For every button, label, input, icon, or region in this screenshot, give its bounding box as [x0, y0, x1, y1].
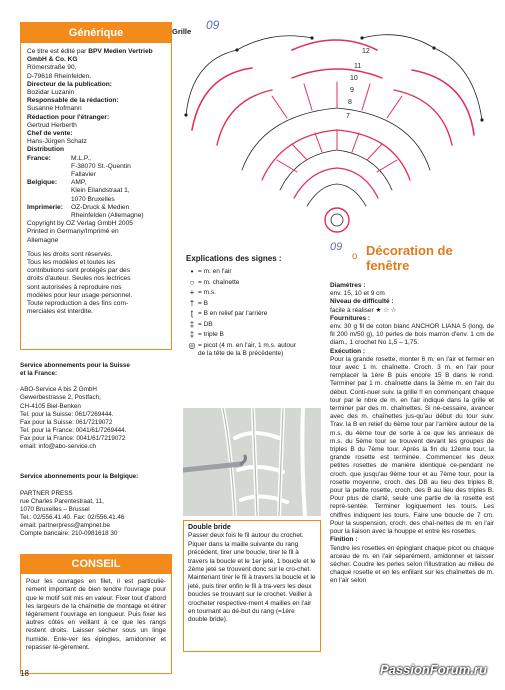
legend-item: † = B [186, 300, 336, 308]
dimensions-value: env. 15, 10 et 9 cm [330, 290, 385, 298]
publisher-intro: Ce titre est édité par [27, 48, 89, 55]
difficulty-value: facile à réaliser ★ ☆ ☆ [330, 306, 397, 314]
left-column [20, 22, 172, 674]
legend-item: ‡ = DB [186, 321, 336, 329]
watermark: PassionForum.ru [380, 662, 487, 677]
crochet-hook-illustration [183, 408, 321, 516]
legend-item: • = m. en l'air [186, 268, 336, 276]
row-number: 9 [350, 87, 354, 94]
vente-label: Chef de vente: [27, 130, 73, 138]
vente-name: Hans-Jürgen Schatz [27, 138, 87, 146]
center-ring-inner [331, 214, 343, 226]
decoration-title: Décoration de fenêtre [366, 243, 453, 273]
outer-arc-4 [434, 48, 482, 120]
distribution-france: France: M.L.P., F-38070 St.-Quentin Fallavier [27, 154, 131, 179]
service-suisse [20, 354, 172, 459]
legend-item: ‡ = triple B [186, 331, 336, 339]
redaction-label: Responsable de la rédaction: [27, 97, 119, 105]
generique-body [21, 43, 171, 317]
finition-text: Tendre les rosettes en épinglant chaque picot ou chaque arceau de m. en l'air séparément, amidonner et laisser sécher. Coudre les perles selon l'illustration au milieu de chaque rosette et en les enfilant sur les chaînettes de m. en l'air selon [330, 544, 494, 585]
conseil-box [20, 554, 172, 674]
round-5 [307, 184, 366, 206]
legend-item: ʈ = B en relief par l'arrière [186, 310, 336, 318]
outer-arc-3 [362, 35, 434, 48]
execution-label: Exécution : [330, 347, 366, 355]
decoration-number: 09 [330, 241, 343, 253]
conseil-title: CONSEIL [21, 555, 171, 574]
row-number: 10 [350, 75, 358, 82]
round-9 [242, 108, 430, 170]
shell-right-mid [394, 90, 452, 145]
generique-box [20, 22, 172, 350]
single-crochet-icon: + [189, 288, 195, 297]
outer-arc-1 [186, 50, 237, 115]
publisher-address: Römerstraße 90, D-79618 Rheinfelden. [27, 64, 92, 80]
conseil-body: Pour les ouvrages en filet, il est particuliè-rement important de bien tendre l'ouvrage pour que le motif soit mis en valeur. Fixer tout d'abord les largeurs de la chaînette de montage et étirer légèrement l'ouvrage en longueur. Puis fixer les autres côtés en veillant à ce que les rangs restent droits. Laisser sécher sous un linge humide. Enle-ver les épingles, amidonner et repasser lé-gèrement. [26, 578, 166, 651]
legend-item: ◎ = picot (4 m. en l'air, 1 m.s. autour de la tête de la B précédente) [186, 342, 336, 358]
service-suisse-body: ABO-Service A bis Z GmbH Gewerbestrasse 2, Postfach, CH-4105 Biel-Benken Tel. pour la Suisse: 061/7269444. Fax pour la Suisse: 061/7219072 Tel. pour la France: 0041/61/7269444. Fax pour la France: 0041/61/7219072 email: info@abo-service.ch [20, 386, 127, 451]
treble-icon: ‡ [189, 319, 195, 329]
page-number: 18 [20, 669, 29, 678]
picot-icon: ◎ [188, 340, 196, 350]
outer-arc-2 [237, 36, 312, 50]
etranger-label: Rédaction pour l'étranger: [27, 113, 110, 121]
triple-treble-icon: ‡ [189, 330, 195, 339]
rights-text: Tous les droits sont réservés. Tous les modèles et toutes les contributions sont protégés par des droits d'auteur. Seules nos lectrices sont autorisées à reproduire nos modèles pour leur usage personnel. Toute reproduction à des fins com- merciales est interdite. [27, 250, 133, 316]
distribution-label: Distribution [27, 146, 64, 154]
finition-label: Finition : [330, 536, 358, 544]
slip-stitch-icon: ○ [189, 277, 195, 287]
shell-right-outer [412, 70, 474, 135]
row-number: 7 [346, 113, 350, 120]
legend-item: + = m.s. [186, 289, 336, 297]
round-6 [294, 168, 378, 198]
generique-title: Générique [21, 23, 171, 43]
instructions [330, 282, 494, 586]
legend-title: Explications des signes : [186, 254, 282, 263]
legend [186, 254, 336, 360]
title-ornament-icon: ₒ [352, 245, 358, 261]
double-bride-title: Double bride [188, 524, 231, 531]
round-8 [262, 130, 410, 180]
crochet-chart [172, 20, 494, 245]
service-belgique [20, 465, 172, 546]
row-number: 8 [348, 99, 352, 106]
shell-top-mid [292, 69, 382, 78]
service-belgique-title: Service abonnements pour la Belgique: [20, 473, 139, 481]
publisher-name: BPV Medien Vertrieb GmbH & Co. KG [27, 48, 153, 64]
copyright-text: Copyright by OZ Verlag GmbH 2005 Printed in Germany/Imprimé en Allemagne [27, 220, 133, 244]
shell-left-outer [192, 68, 252, 130]
handwritten-number: 09 [206, 18, 220, 32]
service-belgique-body: PARTNER PRESS rue Charles Parentestraat, 11, 1070 Bruxelles – Brussel Tel.: 02/556.41.40. Fax: 02/556.41.46 email: partnerpress@ampnet.be Compte bancaire: 210-0981618 30 [20, 489, 125, 537]
center-ring [325, 208, 349, 232]
double-bride-box [183, 520, 321, 652]
difficulty-star-icon: ★ ☆ ☆ [375, 306, 397, 314]
row-number: 12 [362, 48, 370, 55]
chain-stitch-icon: • [190, 267, 194, 276]
dimensions-label: Diamètres : [330, 282, 366, 289]
fournitures-text: env. 30 g fil de coton blanc ANCHOR LIANA 5 (long. de fil 200 m/50 g), 10 perles de bois marron d'env. 1 cm de diam., 1 crochet No 1,5 – 1,75. [330, 323, 494, 347]
stitch-ticks [272, 82, 402, 172]
legend-item: ○ = m. chaînette [186, 279, 336, 287]
fournitures-label: Fournitures : [330, 314, 371, 322]
row-number: 11 [354, 63, 362, 70]
execution-text: Pour la grande rosette, monter 6 m. en l'air et fermer en tour avec 1 m. chaînette. Croch. 3 m. en l'air pour remplacer la 1ère B puis encore 15 B dans le rond. Terminer par 1 m. chaînette dans la 3ème m. en l'air du début. Conti-nuer suiv. la grille !! en commençant chaque tour par le nbre de m. en l'air indiqué dans la grille et terminer par des m. chaînettes. Si né-cessaire, avancer avec des m. chaînettes jus-qu'au début du tour suiv. Trav. la B en relief du 6ème tour par l'arrière autour de la m.s. du 4ème tour de sorte à ce que les anneaux de m.s. du 5ème tour se trouvent devant les groupes de triples B du 7ème tour. Après la fin du 12ème tour, la grande rosette est terminée. Commencer les deux petites rosettes de manière identique ce-pendant ne croch. que jusqu'au 9ème tour et au 7ème tour, pour la rosette moyenne, croch. des DB au lieu des triples B, pour la petite rosette, croch. des B au lieu des triples B. Pour plus de clarté, seule une partie de la rosette est repré-sentée. Terminer logiquement les tours. Les chiffres indiquent les tours. Faire une boucle de 7 cm. Pour la suspension, croch. des chaî-nettes de m. en l'air pour la liaison avec la houppe et entre les rosettes. [330, 355, 494, 536]
double-bride-body: Passer deux fois le fil autour du crochet. Piquer dans la maille suivante du rang précédent, tirer une boucle, tirer le fil à travers la boucle et le 1er jeté, 1 boucle et le 2ème jeté se trouvent donc sur le cro-chet. Maintenant tirer le fil à travers la boucle et le jeté, puis tirer enfin le fil à tra-vers les deux boucles se trouvant sur le crochet. Veiller à crocheter respective-ment 4 mailles en l'air en tournant au dé-but du rang (=1ère double bride). [188, 532, 316, 624]
etranger-name: Gertrud Herberth [27, 121, 77, 129]
director-name: Bozidar Luzanin [27, 89, 75, 97]
imprimerie: Imprimerie: OZ-Druck & Medien Rheinfelden (Allemagne) [27, 203, 144, 220]
director-label: Directeur de la publication: [27, 80, 113, 88]
double-crochet-icon: † [189, 298, 195, 308]
service-suisse-title: Service abonnements pour la Suisse et la France: [20, 362, 130, 378]
grille-label: Grille [172, 27, 192, 36]
crochet-hook-photo [183, 408, 321, 516]
back-post-stitch-icon: ʈ [190, 309, 194, 318]
distribution-belgique: Belgique: AMP, Klein Eilandstraat 1, 1070 Bruxelles [27, 179, 130, 203]
redaction-name: Susanne Hofmann [27, 105, 82, 113]
difficulty-label: Niveau de difficulté : [330, 298, 394, 306]
